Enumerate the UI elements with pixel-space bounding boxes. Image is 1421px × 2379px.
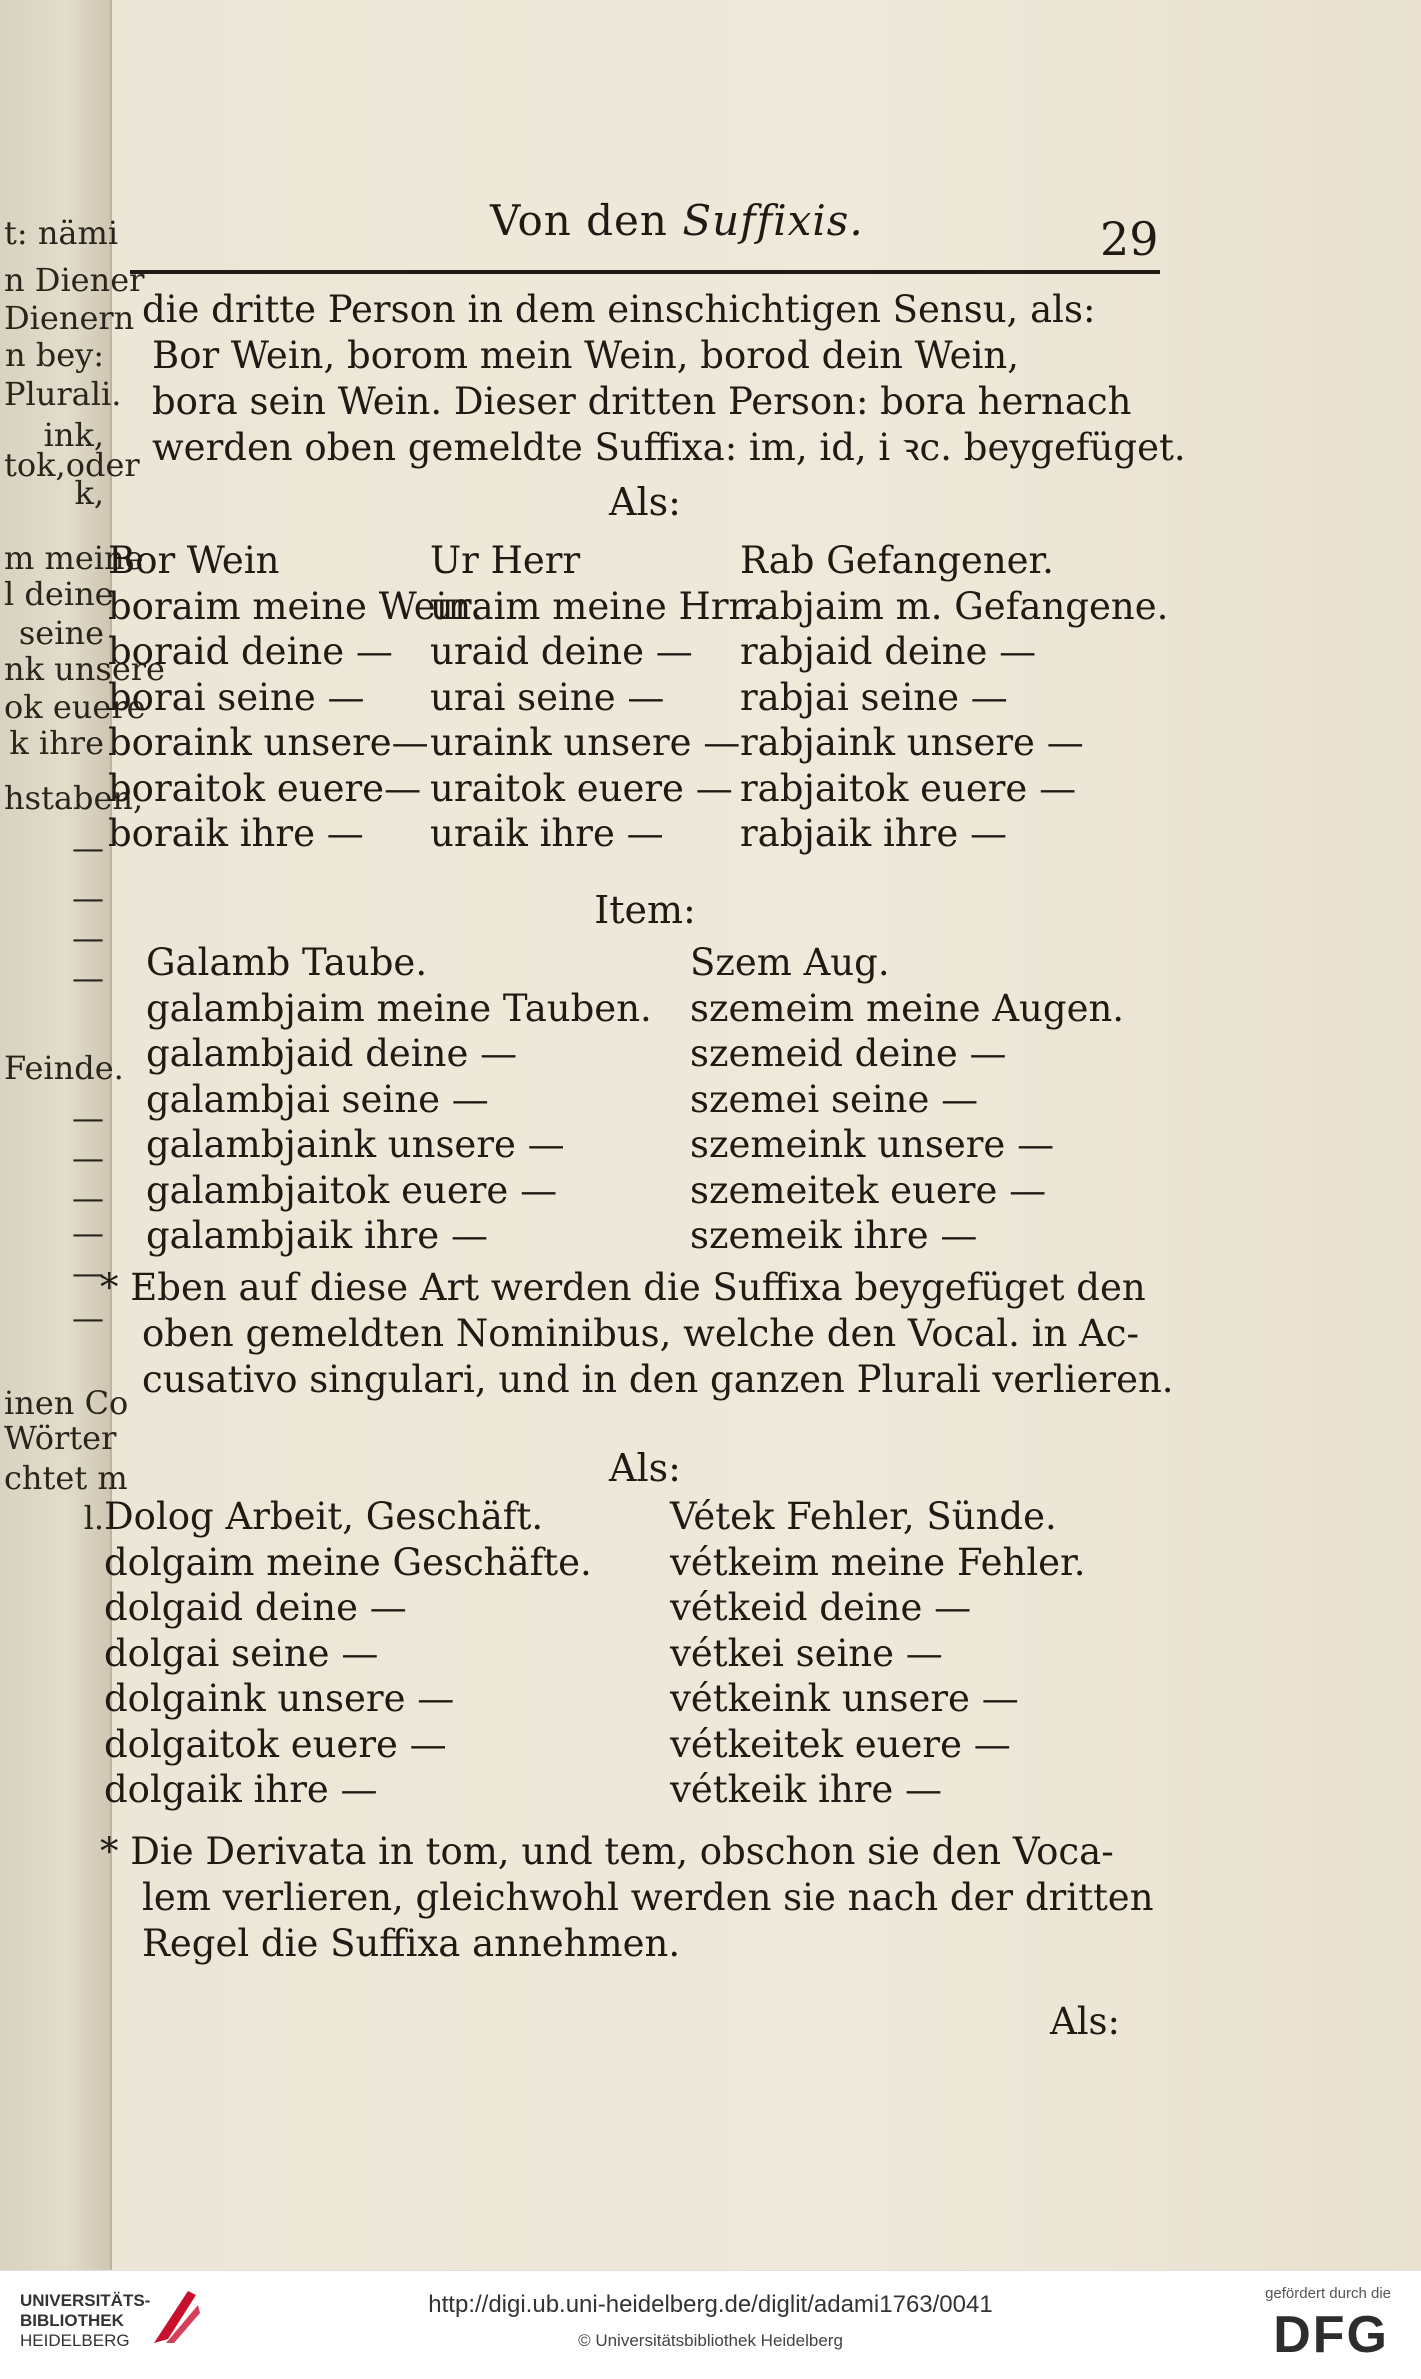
table-cell: vétkeink unsere — xyxy=(670,1677,1019,1720)
table-cell: szemei seine — xyxy=(690,1077,979,1121)
previous-page-fragment: — xyxy=(72,1214,104,1252)
section-heading: Item: xyxy=(594,888,696,932)
table-2-col-1 xyxy=(146,940,652,1259)
table-cell: galambjaink unsere — xyxy=(146,1123,565,1166)
previous-page-fragment: hstaben, xyxy=(4,779,144,817)
previous-page-fragment: — xyxy=(72,959,104,997)
table-cell: boraink unsere— xyxy=(108,721,429,764)
previous-page-fragment: Feinde. xyxy=(4,1049,124,1087)
intro-line: bora sein Wein. Dieser dritten Person: bora hernach xyxy=(152,380,1132,423)
copyright-text: © Universitätsbibliothek Heidelberg xyxy=(578,2331,843,2350)
table-cell: vétkei seine — xyxy=(670,1631,943,1675)
table-cell: dolgaink unsere — xyxy=(104,1677,455,1720)
table-cell: vétkeid deine — xyxy=(670,1586,972,1629)
previous-page-fragment: seine xyxy=(18,614,104,652)
table-cell: rabjaitok euere — xyxy=(740,766,1077,810)
page-number: 29 xyxy=(1100,212,1159,266)
table-cell: dolgaim meine Geschäfte. xyxy=(104,1540,592,1584)
note-line: * Die Derivata in tom, und tem, obschon sie den Voca- xyxy=(100,1830,1114,1873)
previous-page-fragment: — xyxy=(72,919,104,957)
table-cell: szemeid deine — xyxy=(690,1032,1007,1075)
table-cell: dolgaik ihre — xyxy=(104,1768,378,1811)
previous-page-fragment: — xyxy=(72,829,104,867)
table-cell: rabjaik ihre — xyxy=(740,812,1007,855)
table-cell: galambjaim meine Tauben. xyxy=(146,986,652,1030)
table-cell: Rab Gefangener. xyxy=(740,539,1054,582)
table-3-col-2 xyxy=(670,1494,1085,1813)
table-cell: szemeim meine Augen. xyxy=(690,986,1125,1030)
table-cell: Bor Wein xyxy=(108,539,280,582)
table-cell: urai seine — xyxy=(430,675,665,719)
previous-page-fragment: Dienern xyxy=(4,299,135,337)
table-cell: szemeitek euere — xyxy=(690,1168,1047,1212)
note-line: oben gemeldten Nominibus, welche den Vocal. in Ac- xyxy=(142,1312,1140,1355)
page-url-link[interactable]: http://digi.ub.uni-heidelberg.de/diglit/adami1763/0041 xyxy=(428,2291,993,2318)
previous-page-fragment: m meine xyxy=(4,539,144,577)
table-cell: rabjai seine — xyxy=(740,675,1008,719)
running-title xyxy=(490,196,864,245)
previous-page-fragment: n bey: xyxy=(4,336,104,374)
library-line: HEIDELBERG xyxy=(20,2331,130,2350)
table-cell: Ur Herr xyxy=(430,539,581,582)
table-1-col-1 xyxy=(108,538,483,857)
table-cell: galambjaid deine — xyxy=(146,1032,518,1075)
table-cell: boraim meine Wein. xyxy=(108,584,484,628)
note-line: cusativo singulari, und in den ganzen Plurali verlieren. xyxy=(142,1358,1174,1401)
library-line: BIBLIOTHEK xyxy=(20,2311,124,2330)
previous-page-fragment: — xyxy=(72,1099,104,1137)
table-cell: dolgaid deine — xyxy=(104,1586,407,1629)
table-cell: galambjaik ihre — xyxy=(146,1214,488,1257)
previous-page-fragment: ink, xyxy=(43,416,104,454)
table-cell: vétkeitek euere — xyxy=(670,1722,1011,1766)
previous-page-fragment: ok euere xyxy=(4,688,146,726)
section-heading: Als: xyxy=(609,480,681,524)
previous-page-fragment: Plurali. xyxy=(4,375,122,413)
note-line: lem verlieren, gleichwohl werden sie nach der dritten xyxy=(142,1876,1154,1919)
viewer-footer xyxy=(0,2270,1421,2379)
table-cell: rabjaim m. Gefangene. xyxy=(740,584,1169,628)
table-cell: galambjai seine — xyxy=(146,1077,489,1121)
table-cell: dolgai seine — xyxy=(104,1631,379,1675)
note-line: * Eben auf diese Art werden die Suffixa beygefüget den xyxy=(100,1266,1146,1309)
previous-page-fragment: — xyxy=(72,1179,104,1217)
previous-page-fragment: l. xyxy=(83,1499,104,1537)
table-cell: borai seine — xyxy=(108,675,365,719)
table-cell: uraid deine — xyxy=(430,630,693,673)
table-cell: rabjaid deine — xyxy=(740,630,1037,673)
section-heading: Als: xyxy=(609,1446,681,1490)
table-cell: galambjaitok euere — xyxy=(146,1168,558,1212)
catchword: Als: xyxy=(1050,2000,1121,2043)
table-cell: boraitok euere— xyxy=(108,766,422,810)
running-title-text: Von den xyxy=(490,196,668,245)
table-1-col-2 xyxy=(430,538,764,857)
intro-line: Bor Wein, borom mein Wein, borod dein Wein, xyxy=(152,334,1019,377)
table-cell: uraink unsere — xyxy=(430,721,741,764)
funded-by-text: gefördert durch die xyxy=(1265,2285,1391,2302)
previous-page-fragment: k ihre xyxy=(9,724,104,762)
previous-page-fragment: n Diener xyxy=(4,261,145,299)
table-cell: uraik ihre — xyxy=(430,812,664,855)
book-page xyxy=(90,60,1360,2240)
table-cell: uraitok euere — xyxy=(430,766,733,810)
table-cell: Dolog Arbeit, Geschäft. xyxy=(104,1495,544,1538)
previous-page-fragment: tok,oder xyxy=(4,446,140,484)
previous-page-fragment: k, xyxy=(74,474,104,512)
previous-page-fragment: — xyxy=(72,1254,104,1292)
previous-page-fragment: — xyxy=(72,879,104,917)
table-cell: szemeik ihre — xyxy=(690,1214,978,1257)
previous-page-fragment: — xyxy=(72,1139,104,1177)
previous-page-fragment: Wörter xyxy=(4,1419,117,1457)
table-cell: boraik ihre — xyxy=(108,812,364,855)
previous-page-fragment: t: nämi xyxy=(4,214,119,252)
previous-page-fragment: inen Co xyxy=(4,1384,129,1422)
table-cell: Vétek Fehler, Sünde. xyxy=(670,1495,1057,1538)
table-cell: vétkeim meine Fehler. xyxy=(670,1540,1086,1584)
previous-page-fragment: — xyxy=(72,1299,104,1337)
table-cell: vétkeik ihre — xyxy=(670,1768,943,1811)
previous-page-fragment: l deine xyxy=(4,575,114,613)
intro-line: die dritte Person in dem einschichtigen Sensu, als: xyxy=(142,288,1096,331)
intro-line: werden oben gemeldte Suffixa: im, id, i ꝛc. beygefüget. xyxy=(152,426,1186,469)
note-line: Regel die Suffixa annehmen. xyxy=(142,1922,681,1965)
table-cell: rabjaink unsere — xyxy=(740,721,1084,764)
running-title-italic: Suffixis. xyxy=(682,196,864,245)
table-cell: dolgaitok euere — xyxy=(104,1722,447,1766)
table-cell: uraim meine Hrn. xyxy=(430,584,765,628)
header-rule xyxy=(130,270,1160,274)
library-line: UNIVERSITÄTS- xyxy=(20,2291,151,2310)
previous-page-fragment: nk unsere xyxy=(4,650,165,688)
table-cell: szemeink unsere — xyxy=(690,1123,1055,1166)
table-1-col-3 xyxy=(740,538,1168,857)
table-cell: boraid deine — xyxy=(108,630,393,673)
table-cell: Szem Aug. xyxy=(690,941,890,984)
table-2-col-2 xyxy=(690,940,1124,1259)
table-3-col-1 xyxy=(104,1494,592,1813)
previous-page-fragment: chtet m xyxy=(4,1459,128,1497)
table-cell: Galamb Taube. xyxy=(146,941,428,984)
dfg-logo: DFG xyxy=(1273,2306,1389,2364)
